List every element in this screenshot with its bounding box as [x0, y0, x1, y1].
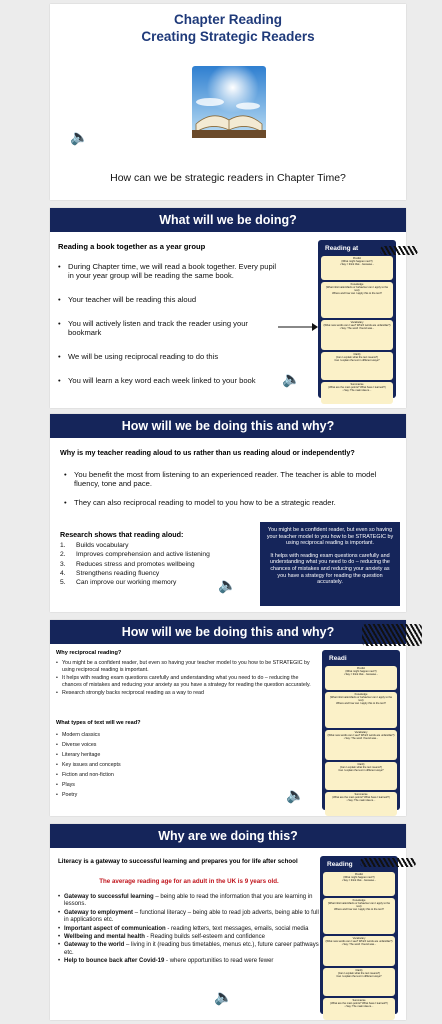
speaker-icon[interactable]: 🔈	[218, 577, 237, 594]
card-title: Predict	[356, 667, 366, 670]
card-text: Can I explain the text in different ways?	[334, 359, 380, 363]
list-item: • You will actively listen and track the reader using your bookmark	[58, 319, 280, 337]
list-item: • Important aspect of communication - reading letters, text messages, emails, social media	[58, 926, 320, 933]
card-text: • Say: The word I found was...	[339, 327, 375, 331]
card-text: Where and how can I apply this to the text?	[332, 292, 382, 296]
card-title: Predict	[354, 873, 364, 876]
bookmark-card	[325, 692, 397, 728]
info-box	[260, 522, 400, 606]
list-item: • Gateway to employment – functional literacy – being able to read job adverts, being able to full in applications etc.	[58, 910, 320, 925]
redaction-scribble	[362, 624, 422, 646]
list-item: 5. Can improve our working memory	[60, 579, 177, 587]
card-title: Vocabulary	[350, 321, 364, 324]
bullet-list	[58, 262, 280, 400]
card-text: Can I explain the text in different ways?	[336, 975, 382, 979]
chapter-question: How can we be strategic readers in Chapter Time?	[110, 172, 346, 184]
card-text: Where and how can I apply this to the text?	[334, 908, 384, 912]
list-item: • Key issues and concepts	[56, 760, 176, 770]
card-text: (What new words can I see? Which words are unfamiliar?)	[323, 324, 391, 328]
bullet-list	[64, 470, 400, 522]
card-title: Vocabulary	[352, 937, 366, 940]
bookmark-card	[325, 792, 397, 816]
card-title: Clarify	[357, 763, 365, 766]
bookmark-header: Reading at	[325, 245, 359, 252]
intro: Literacy is a gateway to successful learning and prepares you for life after school	[58, 858, 298, 865]
card-text: Where and how can I apply this to the text?	[336, 702, 386, 706]
list-item: • Gateway to the world – living in it (reading bus timetables, menus etc.), future career pathways etc.	[58, 942, 320, 957]
list-item: • We will be using reciprocal reading to do this	[58, 352, 280, 361]
redaction-scribble	[360, 858, 416, 867]
speaker-icon[interactable]: 🔈	[282, 371, 301, 388]
list-item: • It helps with reading exam questions carefully and understanding what you need to do – reducing the chances of mistakes and reducing your anxiety as you have a strategy for reading the question accurately.	[56, 675, 318, 688]
card-title: Clarify	[353, 353, 361, 356]
list-item: • Plays	[56, 780, 176, 790]
bookmark-card	[321, 256, 393, 280]
list-item: • You might be a confident reader, but even so having your teacher model to you how to be STRATEGIC by using reciprocal reading is important.	[56, 660, 318, 673]
card-text: • Say: The word I found was...	[343, 737, 379, 741]
question: Why reciprocal reading?	[56, 650, 122, 656]
list-item: 4. Strengthens reading fluency	[60, 569, 160, 577]
card-text: • Say: The main idea is...	[344, 1005, 374, 1009]
bookmark-card	[323, 998, 395, 1020]
card-text: (What information/facts or behaviour can I apply to the text)	[325, 286, 389, 293]
slide-band-title: How will we be doing this and why?	[50, 414, 406, 438]
card-text: (What are the main points? What have I learned?)	[332, 796, 390, 800]
bookmark-card	[321, 382, 393, 404]
list-item: • Research strongly backs reciprocal reading as a way to read	[56, 690, 318, 697]
arrow-to-bookmark	[278, 318, 318, 336]
bookmark-card	[321, 282, 393, 318]
slide-band-title: Why are we doing this?	[50, 824, 406, 848]
slide-title	[50, 4, 406, 200]
bookmark-header: Reading	[327, 861, 353, 868]
card-title: Summarise	[350, 383, 364, 386]
list-item: 3. Reduces stress and promotes wellbeing	[60, 560, 195, 568]
card-text: • Say: I think that... because...	[339, 263, 375, 267]
list-item: • Gateway to successful learning – being able to read the information that you are learning in lessons.	[58, 894, 320, 909]
card-text: (What are the main points? What have I learned?)	[328, 386, 386, 390]
list-item: • Your teacher will be reading this aloud	[58, 295, 280, 304]
list-item: 2. Improves comprehension and active listening	[60, 551, 210, 559]
card-title: Summarise	[354, 793, 368, 796]
card-title: Summarise	[352, 999, 366, 1002]
speaker-icon[interactable]: 🔈	[214, 989, 233, 1006]
card-text: (What might happen next?)	[341, 260, 373, 264]
slide-how-why-2	[50, 620, 406, 816]
card-text: (What might happen next?)	[343, 876, 375, 880]
bookmark-card	[325, 762, 397, 790]
info-box-text: It helps with reading exam questions carefully and understanding what you need to do – reducing the chances of mistakes and reducing your anxiety as you have a strategy for reading the question accurately.	[270, 552, 390, 586]
bullet-list	[58, 894, 320, 966]
bookmark	[322, 650, 400, 810]
slide-how-why-1	[50, 414, 406, 612]
list-item: • Literary heritage	[56, 750, 176, 760]
list-item: • Diverse voices	[56, 740, 176, 750]
book-sky-image	[190, 64, 268, 140]
list-item: • You will learn a key word each week linked to your book	[58, 376, 280, 385]
card-text: • Say: I think that... because...	[341, 879, 377, 883]
bookmark-card	[323, 872, 395, 896]
card-text: (What are the main points? What have I learned?)	[330, 1002, 388, 1006]
card-title: Knowledge	[352, 899, 366, 902]
card-text: (What might happen next?)	[345, 670, 377, 674]
card-text: • Say: The word I found was...	[341, 943, 377, 947]
list-item: • Help to bounce back after Covid-19 - where opportunities to read were fewer	[58, 958, 320, 965]
bookmark-card	[323, 898, 395, 934]
list-item: • You benefit the most from listening to an experienced reader. The teacher is able to model fluency, tone and pace.	[64, 470, 400, 488]
bookmark-card	[325, 666, 397, 690]
title-line-2: Creating Strategic Readers	[141, 29, 315, 44]
card-text: • Say: The main idea is...	[342, 389, 372, 393]
card-title: Predict	[352, 257, 362, 260]
slide-what	[50, 208, 406, 408]
card-title: Vocabulary	[354, 731, 368, 734]
speaker-icon[interactable]: 🔈	[286, 787, 305, 804]
bookmark-card	[321, 352, 393, 380]
bookmark-card	[323, 968, 395, 996]
card-text: (What new words can I see? Which words are unfamiliar?)	[325, 940, 393, 944]
bookmark	[318, 240, 396, 398]
card-text: • Say: The main idea is...	[346, 799, 376, 803]
list-item: • Modern classics	[56, 730, 176, 740]
slide-band-title: How will we be doing this and why?	[50, 620, 406, 644]
card-text: Can I explain the text in different ways?	[338, 769, 384, 773]
list-item: • They can also reciprocal reading to model to you how to be a strategic reader.	[64, 498, 400, 507]
card-text: • Say: I think that... because...	[343, 673, 379, 677]
card-text: (Can I explain what the text means?)	[335, 356, 379, 360]
card-text: (Can I explain what the text means?)	[339, 766, 383, 770]
reading-age-stat: The average reading age for an adult in the UK is 9 years old.	[99, 878, 279, 885]
title-line-1: Chapter Reading	[173, 12, 282, 27]
card-text: (What information/facts or behaviour can I apply to the text)	[329, 696, 393, 703]
slide-why	[50, 824, 406, 1020]
redaction-scribble	[380, 246, 418, 255]
text-types-list	[56, 730, 176, 800]
bookmark	[320, 856, 398, 1014]
bookmark-card	[325, 730, 397, 760]
list-item: • During Chapter time, we will read a book together. Every pupil in your year group will be reading the same book.	[58, 262, 280, 280]
slide-band-title: What will we be doing?	[50, 208, 406, 232]
subhead: Reading a book together as a year group	[58, 242, 206, 251]
list-item: • Wellbeing and mental health - Reading builds self-esteem and confidence	[58, 934, 320, 941]
card-text: (Can I explain what the text means?)	[337, 972, 381, 976]
card-title: Knowledge	[354, 693, 368, 696]
bookmark-card	[321, 320, 393, 350]
card-text: (What new words can I see? Which words are unfamiliar?)	[327, 734, 395, 738]
bookmark-card	[323, 936, 395, 966]
list-item: 1. Builds vocabulary	[60, 542, 129, 549]
card-title: Clarify	[355, 969, 363, 972]
bullet-list	[56, 660, 318, 697]
card-title: Knowledge	[350, 283, 364, 286]
list-item: • Poetry	[56, 790, 176, 800]
bookmark-header: Readi	[329, 655, 347, 662]
question: Why is my teacher reading aloud to us rather than us reading aloud or independently?	[60, 448, 355, 457]
card-text: (What information/facts or behaviour can I apply to the text)	[327, 902, 391, 909]
speaker-icon[interactable]: 🔈	[70, 129, 89, 146]
info-box-text: You might be a confident reader, but even so having your teacher model to you how to be STRATEGIC by using reciprocal reading is important.	[266, 527, 394, 547]
research-head: Research shows that reading aloud:	[60, 530, 184, 539]
list-item: • Fiction and non-fiction	[56, 770, 176, 780]
question: What types of text will we read?	[56, 720, 141, 726]
